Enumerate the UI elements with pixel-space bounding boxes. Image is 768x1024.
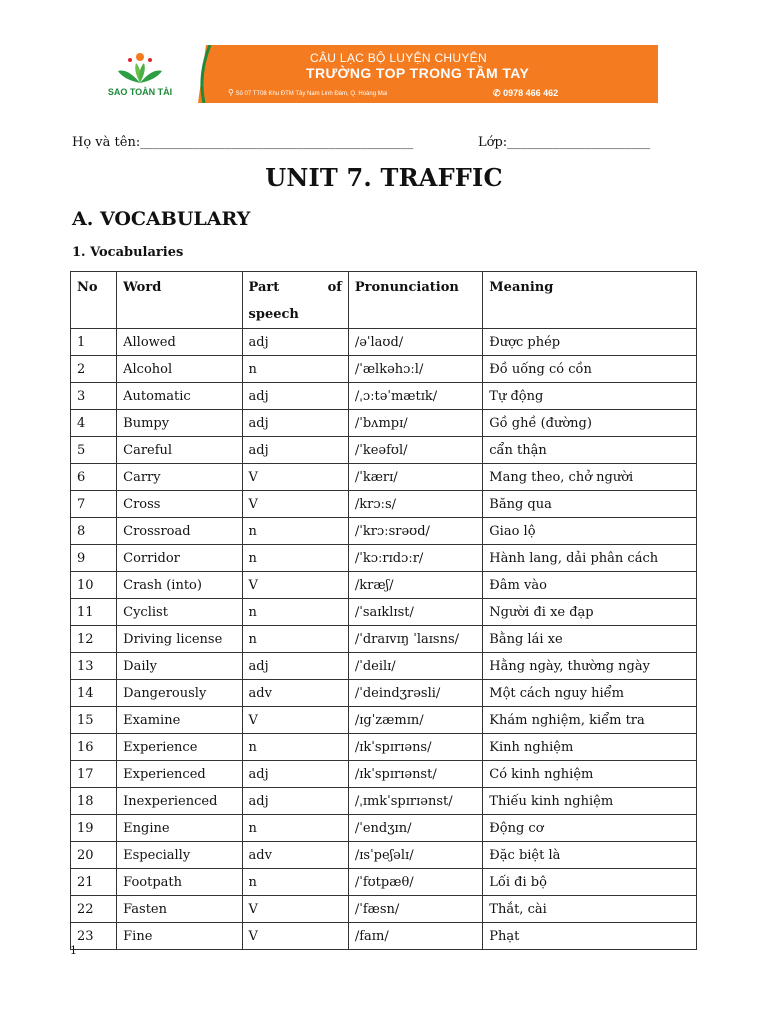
club-name: CÂU LẠC BỘ LUYỆN CHUYÊN bbox=[310, 51, 487, 65]
cell-no: 22 bbox=[71, 896, 117, 923]
cell-pos: n bbox=[242, 815, 348, 842]
cell-meaning: Giao lộ bbox=[483, 518, 697, 545]
vocabulary-table bbox=[70, 271, 697, 950]
table-row bbox=[71, 626, 697, 653]
cell-meaning: Mang theo, chở người bbox=[483, 464, 697, 491]
cell-word: Especially bbox=[117, 842, 242, 869]
cell-meaning: Bằng lái xe bbox=[483, 626, 697, 653]
cell-no: 6 bbox=[71, 464, 117, 491]
cell-pronunciation: /əˈlaʊd/ bbox=[348, 329, 482, 356]
cell-no: 2 bbox=[71, 356, 117, 383]
cell-meaning: Được phép bbox=[483, 329, 697, 356]
cell-pronunciation: /ɪkˈspɪrɪənst/ bbox=[348, 761, 482, 788]
cell-pronunciation: /ˈkærɪ/ bbox=[348, 464, 482, 491]
cell-no: 17 bbox=[71, 761, 117, 788]
table-row bbox=[71, 734, 697, 761]
cell-pos: adj bbox=[242, 761, 348, 788]
cell-meaning: Người đi xe đạp bbox=[483, 599, 697, 626]
table-row bbox=[71, 815, 697, 842]
table-header-row bbox=[71, 272, 697, 329]
table-row bbox=[71, 491, 697, 518]
cell-word: Crossroad bbox=[117, 518, 242, 545]
cell-pronunciation: /ˈendʒɪn/ bbox=[348, 815, 482, 842]
table-row bbox=[71, 599, 697, 626]
cell-no: 15 bbox=[71, 707, 117, 734]
cell-pos: n bbox=[242, 545, 348, 572]
header-pronunciation: Pronunciation bbox=[348, 272, 482, 329]
cell-no: 8 bbox=[71, 518, 117, 545]
cell-no: 13 bbox=[71, 653, 117, 680]
cell-meaning: Một cách nguy hiểm bbox=[483, 680, 697, 707]
table-row bbox=[71, 518, 697, 545]
cell-pronunciation: /ɪkˈspɪrɪəns/ bbox=[348, 734, 482, 761]
cell-no: 19 bbox=[71, 815, 117, 842]
location-pin-icon: ⚲ bbox=[228, 88, 234, 97]
cell-word: Cross bbox=[117, 491, 242, 518]
logo bbox=[70, 45, 210, 103]
cell-word: Engine bbox=[117, 815, 242, 842]
cell-no: 1 bbox=[71, 329, 117, 356]
cell-pos: adj bbox=[242, 383, 348, 410]
cell-meaning: Thắt, cài bbox=[483, 896, 697, 923]
cell-meaning: Gồ ghề (đường) bbox=[483, 410, 697, 437]
cell-pronunciation: /ˌɪmkˈspɪrɪənst/ bbox=[348, 788, 482, 815]
page-number: 1 bbox=[70, 944, 77, 957]
cell-meaning: Phạt bbox=[483, 923, 697, 950]
cell-pos: V bbox=[242, 572, 348, 599]
cell-meaning: Đặc biệt là bbox=[483, 842, 697, 869]
table-row bbox=[71, 680, 697, 707]
header-part-of-speech bbox=[242, 272, 348, 329]
student-name-field: Họ và tên:__________________________________________ bbox=[72, 135, 414, 150]
cell-no: 4 bbox=[71, 410, 117, 437]
cell-no: 21 bbox=[71, 869, 117, 896]
cell-no: 16 bbox=[71, 734, 117, 761]
cell-word: Examine bbox=[117, 707, 242, 734]
cell-word: Dangerously bbox=[117, 680, 242, 707]
cell-pronunciation: /ˈbʌmpɪ/ bbox=[348, 410, 482, 437]
cell-pos: adj bbox=[242, 653, 348, 680]
cell-word: Corridor bbox=[117, 545, 242, 572]
cell-pronunciation: /ˈfæsn/ bbox=[348, 896, 482, 923]
cell-pos: n bbox=[242, 626, 348, 653]
table-row bbox=[71, 788, 697, 815]
cell-word: Daily bbox=[117, 653, 242, 680]
address-text: Số 07 TT08 Khu ĐTM Tây Nam Linh Đàm, Q. Hoàng Mai bbox=[235, 91, 388, 97]
cell-word: Experienced bbox=[117, 761, 242, 788]
cell-word: Alcohol bbox=[117, 356, 242, 383]
cell-word: Carry bbox=[117, 464, 242, 491]
cell-pronunciation: /ˈfʊtpæθ/ bbox=[348, 869, 482, 896]
cell-no: 3 bbox=[71, 383, 117, 410]
cell-pos: adj bbox=[242, 329, 348, 356]
cell-meaning: Hành lang, dải phân cách bbox=[483, 545, 697, 572]
table-row bbox=[71, 410, 697, 437]
cell-meaning: Có kinh nghiệm bbox=[483, 761, 697, 788]
header-no: No bbox=[71, 272, 117, 329]
cell-pos: V bbox=[242, 464, 348, 491]
cell-meaning: Đâm vào bbox=[483, 572, 697, 599]
cell-word: Inexperienced bbox=[117, 788, 242, 815]
table-row bbox=[71, 383, 697, 410]
cell-pronunciation: /ˈsaɪklɪst/ bbox=[348, 599, 482, 626]
table-row bbox=[71, 707, 697, 734]
cell-pronunciation: /ˈdraɪvɪŋ ˈlaɪsns/ bbox=[348, 626, 482, 653]
slogan: TRƯỜNG TOP TRONG TẦM TAY bbox=[306, 65, 530, 81]
cell-meaning: Băng qua bbox=[483, 491, 697, 518]
star-book-logo-icon bbox=[110, 51, 170, 85]
cell-pos: V bbox=[242, 491, 348, 518]
cell-no: 23 bbox=[71, 923, 117, 950]
cell-word: Fine bbox=[117, 923, 242, 950]
cell-meaning: Hằng ngày, thường ngày bbox=[483, 653, 697, 680]
table-row bbox=[71, 761, 697, 788]
cell-meaning: Thiếu kinh nghiệm bbox=[483, 788, 697, 815]
section-heading: A. VOCABULARY bbox=[72, 208, 251, 230]
phone bbox=[493, 88, 558, 99]
cell-no: 11 bbox=[71, 599, 117, 626]
cell-no: 10 bbox=[71, 572, 117, 599]
header-pos-part: Part bbox=[248, 280, 280, 295]
cell-pronunciation: /ˈdeilɪ/ bbox=[348, 653, 482, 680]
table-row bbox=[71, 653, 697, 680]
cell-pos: V bbox=[242, 923, 348, 950]
table-row bbox=[71, 329, 697, 356]
cell-word: Cyclist bbox=[117, 599, 242, 626]
table-row bbox=[71, 842, 697, 869]
cell-meaning: Lối đi bộ bbox=[483, 869, 697, 896]
cell-no: 14 bbox=[71, 680, 117, 707]
cell-pos: n bbox=[242, 599, 348, 626]
student-class-field: Lớp:______________________ bbox=[478, 135, 651, 150]
cell-pos: n bbox=[242, 869, 348, 896]
header-word: Word bbox=[117, 272, 242, 329]
cell-pronunciation: /ˈkrɔːsrəʊd/ bbox=[348, 518, 482, 545]
cell-pronunciation: /ɪgˈzæmɪn/ bbox=[348, 707, 482, 734]
header-banner bbox=[70, 45, 658, 103]
header-pos-of: of bbox=[327, 280, 342, 295]
cell-meaning: Tự động bbox=[483, 383, 697, 410]
phone-number: 0978 466 462 bbox=[503, 88, 559, 98]
phone-icon: ✆ bbox=[493, 88, 501, 98]
cell-word: Bumpy bbox=[117, 410, 242, 437]
cell-meaning: cẩn thận bbox=[483, 437, 697, 464]
cell-no: 5 bbox=[71, 437, 117, 464]
cell-pos: adj bbox=[242, 788, 348, 815]
cell-no: 20 bbox=[71, 842, 117, 869]
table-row bbox=[71, 869, 697, 896]
cell-pos: n bbox=[242, 734, 348, 761]
cell-pos: V bbox=[242, 707, 348, 734]
cell-pronunciation: /krɔːs/ bbox=[348, 491, 482, 518]
cell-no: 7 bbox=[71, 491, 117, 518]
table-row bbox=[71, 356, 697, 383]
table-row bbox=[71, 923, 697, 950]
cell-word: Footpath bbox=[117, 869, 242, 896]
cell-pos: V bbox=[242, 896, 348, 923]
cell-no: 12 bbox=[71, 626, 117, 653]
page-title: UNIT 7. TRAFFIC bbox=[265, 163, 503, 192]
cell-pos: n bbox=[242, 518, 348, 545]
cell-pos: adv bbox=[242, 842, 348, 869]
cell-pronunciation: /kræʃ/ bbox=[348, 572, 482, 599]
cell-word: Fasten bbox=[117, 896, 242, 923]
cell-word: Experience bbox=[117, 734, 242, 761]
subsection-heading: 1. Vocabularies bbox=[72, 245, 184, 260]
cell-word: Allowed bbox=[117, 329, 242, 356]
cell-no: 18 bbox=[71, 788, 117, 815]
header-pos-speech: speech bbox=[248, 307, 299, 322]
cell-meaning: Đồ uống có cồn bbox=[483, 356, 697, 383]
banner-slant bbox=[198, 45, 228, 103]
cell-no: 9 bbox=[71, 545, 117, 572]
cell-pronunciation: /faɪn/ bbox=[348, 923, 482, 950]
cell-word: Automatic bbox=[117, 383, 242, 410]
cell-pronunciation: /ˈælkəhɔːl/ bbox=[348, 356, 482, 383]
cell-pronunciation: /ˈkeəfʊl/ bbox=[348, 437, 482, 464]
table-row bbox=[71, 896, 697, 923]
cell-meaning: Khám nghiệm, kiểm tra bbox=[483, 707, 697, 734]
table-row bbox=[71, 464, 697, 491]
address bbox=[228, 88, 387, 97]
cell-word: Driving license bbox=[117, 626, 242, 653]
table-row bbox=[71, 545, 697, 572]
cell-pos: n bbox=[242, 356, 348, 383]
cell-word: Crash (into) bbox=[117, 572, 242, 599]
brand-name: SAO TOÀN TÀI bbox=[107, 87, 173, 97]
cell-meaning: Động cơ bbox=[483, 815, 697, 842]
cell-meaning: Kinh nghiệm bbox=[483, 734, 697, 761]
cell-pos: adj bbox=[242, 437, 348, 464]
cell-pronunciation: /ɪsˈpeʃəlɪ/ bbox=[348, 842, 482, 869]
cell-pronunciation: /ˌɔːtəˈmætɪk/ bbox=[348, 383, 482, 410]
cell-pronunciation: /ˈkɔːrɪdɔːr/ bbox=[348, 545, 482, 572]
cell-pronunciation: /ˈdeindʒrəsli/ bbox=[348, 680, 482, 707]
cell-pos: adj bbox=[242, 410, 348, 437]
table-row bbox=[71, 572, 697, 599]
cell-pos: adv bbox=[242, 680, 348, 707]
header-meaning: Meaning bbox=[483, 272, 697, 329]
table-row bbox=[71, 437, 697, 464]
cell-word: Careful bbox=[117, 437, 242, 464]
